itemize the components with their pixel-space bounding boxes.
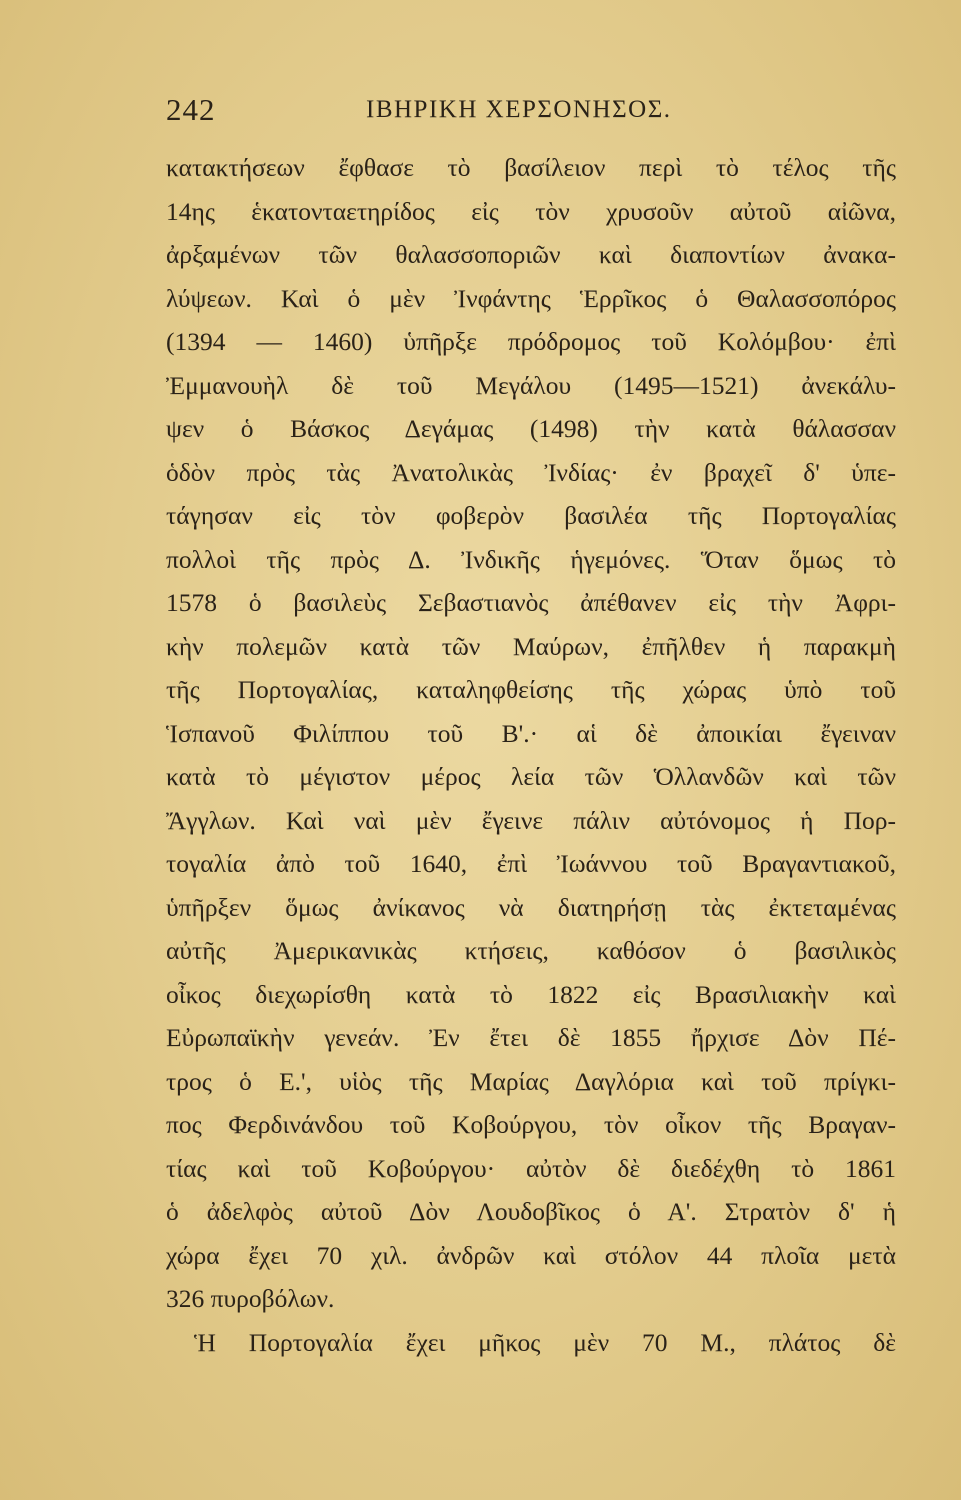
text-line: κὴν πολεμῶν κατὰ τῶν Μαύρων, ἐπῆλθεν ἡ παρακμὴ [166,631,896,661]
text-line: πολλοὶ τῆς πρὸς Δ. Ἰνδικῆς ἡγεμόνες. Ὅταν ὅμως τὸ [166,544,896,574]
text-line: κατὰ τὸ μέγιστον μέρος λεία τῶν Ὁλλανδῶν καὶ τῶν [166,762,896,791]
text-line: τρος ὁ Ε.', υἱὸς τῆς Μαρίας Δαγλόρια καὶ τοῦ πρίγκι- [166,1066,896,1096]
running-title: ΙΒΗΡΙΚΗ ΧΕΡΣΟΝΗΣΟΣ. [366,96,672,123]
text-line: ὁδὸν πρὸς τὰς Ἀνατολικὰς Ἰνδίας· ἐν βραχεῖ δ' ὑπε- [166,457,896,487]
text-line: ψεν ὁ Βάσκος Δεγάμας (1498) τὴν κατὰ θάλασσαν [166,414,896,443]
text-line: ὑπῆρξεν ὅμως ἀνίκανος νὰ διατηρήσῃ τὰς ἐκτεταμένας [166,892,896,922]
paragraph-end-line: 326 πυροβόλων. [166,1284,335,1313]
page-header [166,92,896,132]
paragraph-start-line: Ἡ Πορτογαλία ἔχει μῆκος μὲν 70 Μ., πλάτος δὲ [194,1327,896,1357]
text-line: πος Φερδινάνδου τοῦ Κοβούργου, τὸν οἶκον τῆς Βραγαν- [166,1110,896,1139]
page-number: 242 [166,92,216,127]
text-line: τάγησαν εἰς τὸν φοβερὸν βασιλέα τῆς Πορτογαλίας [166,501,896,530]
text-line: τίας καὶ τοῦ Κοβούργου· αὐτὸν δὲ διεδέχθη τὸ 1861 [166,1153,896,1183]
text-line: 1578 ὁ βασιλεὺς Σεβαστιανὸς ἀπέθανεν εἰς τὴν Ἀφρι- [166,588,896,617]
text-line: ὁ ἀδελφὸς αὐτοῦ Δὸν Λουδοβῖκος ὁ Α'. Στρατὸν δ' ἡ [166,1197,896,1226]
text-line: τῆς Πορτογαλίας, καταληφθείσης τῆς χώρας ὑπὸ τοῦ [166,675,896,704]
body-text [166,146,896,1364]
text-line: χώρα ἔχει 70 χιλ. ἀνδρῶν καὶ στόλον 44 πλοῖα μετὰ [166,1240,896,1270]
text-line: ἀρξαμένων τῶν θαλασσοποριῶν καὶ διαποντίων ἀνακα- [166,240,896,269]
text-line: τογαλία ἀπὸ τοῦ 1640, ἐπὶ Ἰωάννου τοῦ Βραγαντιακοῦ, [166,849,896,878]
text-line: Ἐμμανουὴλ δὲ τοῦ Μεγάλου (1495—1521) ἀνεκάλυ- [166,370,896,400]
text-line: 14ης ἑκατονταετηρίδος εἰς τὸν χρυσοῦν αὐτοῦ αἰῶνα, [166,196,896,226]
text-line: Ἱσπανοῦ Φιλίππου τοῦ Β'.· αἱ δὲ ἀποικίαι ἔγειναν [166,718,896,748]
text-line: αὐτῆς Ἀμερικανικὰς κτήσεις, καθόσον ὁ βασιλικὸς [166,936,896,965]
text-line: κατακτήσεων ἔφθασε τὸ βασίλειον περὶ τὸ τέλος τῆς [166,153,896,182]
text-line: Ἄγγλων. Καὶ ναὶ μὲν ἔγεινε πάλιν αὐτόνομος ἡ Πορ- [166,805,896,835]
text-line: (1394 — 1460) ὑπῆρξε πρόδρομος τοῦ Κολόμβου· ἐπὶ [166,327,896,356]
text-line: Εὐρωπαϊκὴν γενεάν. Ἐν ἔτει δὲ 1855 ἤρχισε Δὸν Πέ- [166,1023,896,1052]
text-line: οἶκος διεχωρίσθη κατὰ τὸ 1822 εἰς Βρασιλιακὴν καὶ [166,979,896,1009]
text-line: λύψεων. Καὶ ὁ μὲν Ἰνφάντης Ἑρρῖκος ὁ Θαλασσοπόρος [166,283,896,313]
